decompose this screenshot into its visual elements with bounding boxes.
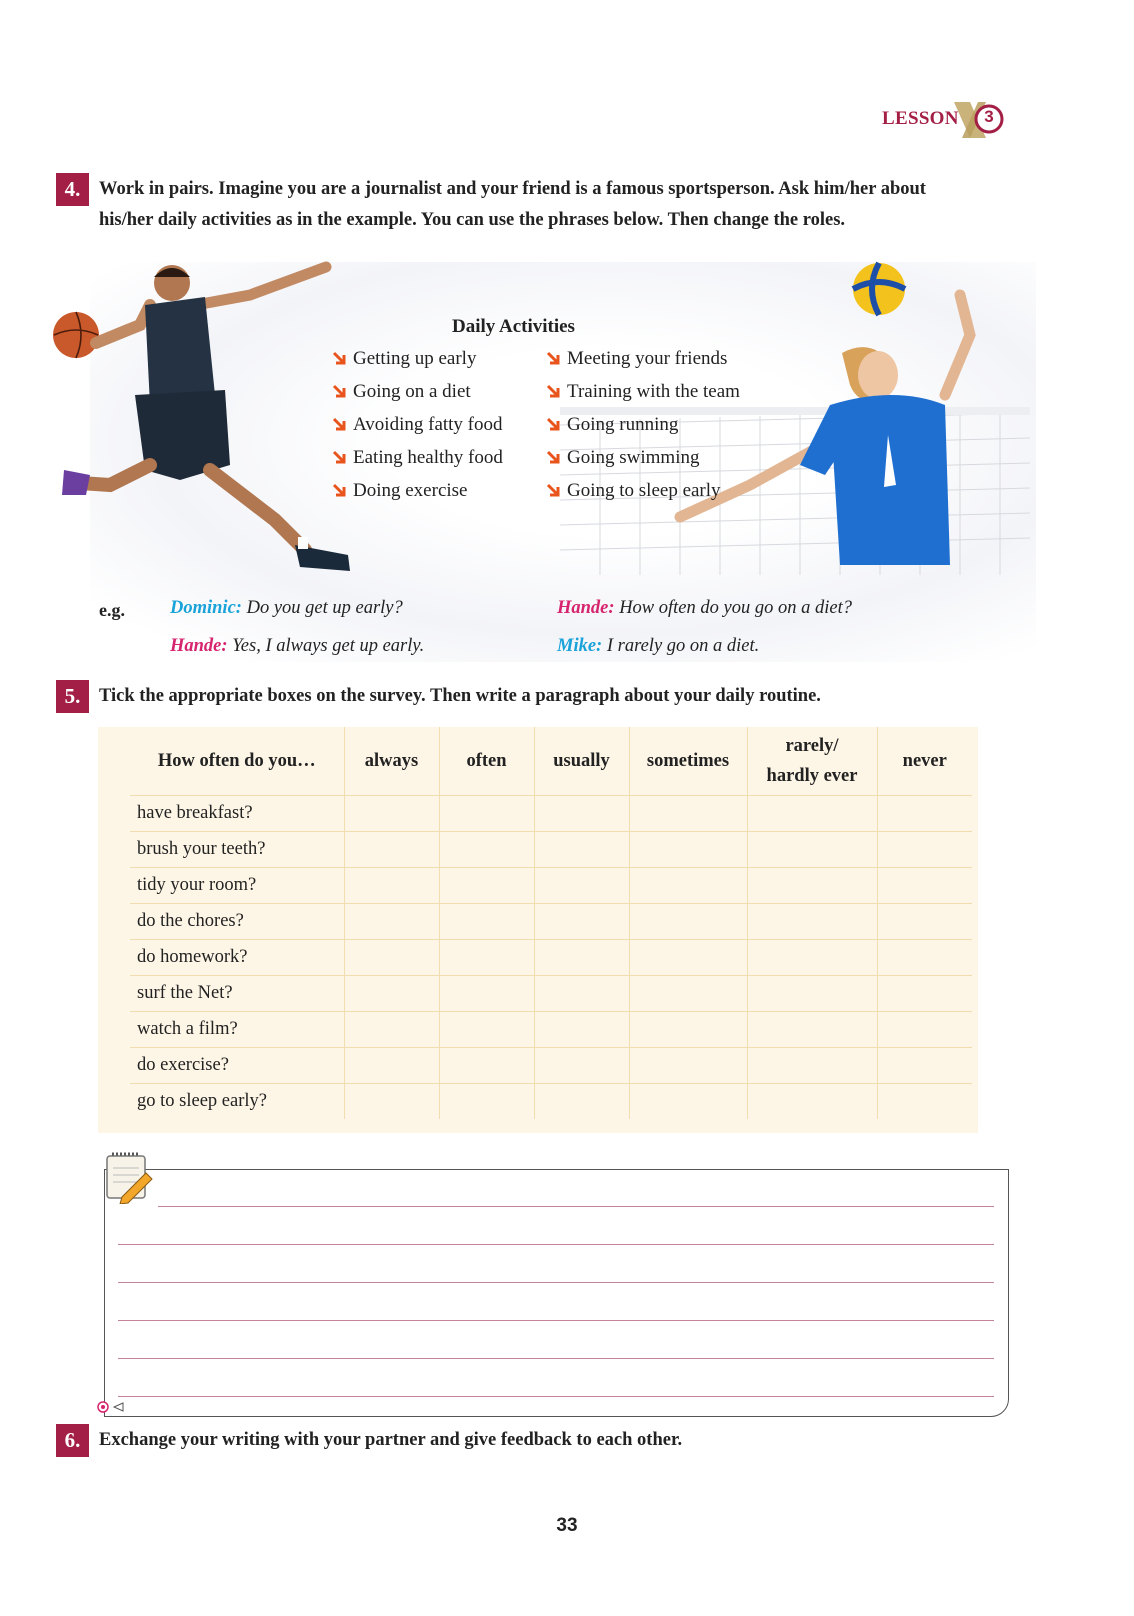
- activity-item: [332, 474, 503, 507]
- tick-box[interactable]: [534, 1048, 629, 1084]
- exercise-6-instruction: Exchange your writing with your partner and give feedback to each other.: [99, 1430, 683, 1450]
- arrow-down-right-icon: [546, 483, 561, 498]
- tick-box[interactable]: [439, 904, 534, 940]
- tick-box[interactable]: [344, 940, 439, 976]
- dialogue-text: I rarely go on a diet.: [606, 636, 760, 656]
- activity-item: [546, 441, 740, 474]
- tick-box[interactable]: [877, 940, 972, 976]
- activity-item: [332, 342, 503, 375]
- tick-box[interactable]: [439, 868, 534, 904]
- tick-box[interactable]: [877, 1084, 972, 1120]
- lesson-number: 3: [984, 107, 994, 126]
- exercise-4-instruction: [99, 174, 999, 236]
- dialogue-line: [557, 598, 852, 619]
- table-row: [130, 940, 972, 976]
- activity-label: Going swimming: [567, 446, 700, 468]
- tick-box[interactable]: [747, 904, 877, 940]
- tick-box[interactable]: [439, 1048, 534, 1084]
- tick-box[interactable]: [629, 940, 747, 976]
- tick-box[interactable]: [747, 940, 877, 976]
- writing-area[interactable]: [104, 1169, 1009, 1417]
- dialogue-text: How often do you go on a diet?: [619, 598, 852, 618]
- example-label: e.g.: [99, 600, 125, 620]
- tick-box[interactable]: [344, 1084, 439, 1120]
- dialogue-line: [170, 636, 424, 657]
- tick-box[interactable]: [344, 904, 439, 940]
- activity-label: Going to sleep early: [567, 479, 721, 501]
- dialogue-text: Yes, I always get up early.: [232, 636, 425, 656]
- survey-question: brush your teeth?: [130, 832, 344, 868]
- tick-box[interactable]: [344, 832, 439, 868]
- tick-box[interactable]: [629, 1012, 747, 1048]
- tick-box[interactable]: [747, 976, 877, 1012]
- dialogue-speaker: Dominic:: [170, 598, 242, 618]
- writing-line[interactable]: [118, 1358, 994, 1359]
- dialogue-line: [170, 598, 403, 619]
- tick-box[interactable]: [629, 796, 747, 832]
- dialogue-speaker: Hande:: [557, 598, 615, 618]
- basketball-player-photo: [50, 255, 360, 590]
- tick-box[interactable]: [877, 868, 972, 904]
- activity-label: Getting up early: [353, 347, 477, 369]
- activity-label: Avoiding fatty food: [353, 413, 503, 435]
- survey-header-always: always: [344, 727, 439, 796]
- survey-header-question: How often do you…: [157, 751, 316, 771]
- tick-box[interactable]: [439, 1012, 534, 1048]
- activity-label: Training with the team: [567, 380, 740, 402]
- survey-header-usually: usually: [534, 727, 629, 796]
- activity-item: [546, 474, 740, 507]
- survey-header-often: often: [439, 727, 534, 796]
- survey-question: do the chores?: [130, 904, 344, 940]
- tick-box[interactable]: [534, 976, 629, 1012]
- survey-header-rarely: [747, 727, 877, 796]
- tick-box[interactable]: [747, 868, 877, 904]
- survey-question: go to sleep early?: [130, 1084, 344, 1120]
- tick-box[interactable]: [877, 976, 972, 1012]
- survey-question: watch a film?: [130, 1012, 344, 1048]
- lesson-label: LESSON: [882, 108, 959, 129]
- tick-box[interactable]: [439, 976, 534, 1012]
- dialogue-text: Do you get up early?: [246, 598, 403, 618]
- tick-box[interactable]: [629, 832, 747, 868]
- survey-question: tidy your room?: [130, 868, 344, 904]
- tick-box[interactable]: [439, 796, 534, 832]
- dialogue-speaker: Mike:: [557, 636, 603, 656]
- dialogue-line: [557, 636, 759, 657]
- table-row: [130, 1048, 972, 1084]
- tick-box[interactable]: [629, 1084, 747, 1120]
- survey-header-never: never: [877, 727, 972, 796]
- table-row: [130, 1012, 972, 1048]
- survey-question: surf the Net?: [130, 976, 344, 1012]
- table-row: [130, 832, 972, 868]
- tick-box[interactable]: [534, 940, 629, 976]
- tick-box[interactable]: [877, 1012, 972, 1048]
- tick-box[interactable]: [439, 940, 534, 976]
- survey-header-rarely-line1: rarely/: [785, 736, 839, 756]
- arrow-down-right-icon: [332, 450, 347, 465]
- activities-left-list: [332, 342, 503, 507]
- writing-line[interactable]: [118, 1396, 994, 1397]
- survey-question: do homework?: [130, 940, 344, 976]
- writing-line[interactable]: [118, 1320, 994, 1321]
- arrow-down-right-icon: [546, 417, 561, 432]
- exercise-5-instruction: Tick the appropriate boxes on the survey. Then write a paragraph about your daily routine.: [99, 686, 821, 706]
- tick-box[interactable]: [344, 796, 439, 832]
- activities-title: Daily Activities: [452, 316, 575, 337]
- table-row: [130, 976, 972, 1012]
- tick-box[interactable]: [747, 832, 877, 868]
- exercise-4-instruction-line1: Work in pairs. Imagine you are a journalist and your friend is a famous sportsperson. Ask him/her about: [99, 179, 926, 199]
- activity-item: [546, 375, 740, 408]
- tick-box[interactable]: [747, 1048, 877, 1084]
- exercise-5-number: 5.: [56, 680, 89, 713]
- activity-label: Going on a diet: [353, 380, 471, 402]
- tick-box[interactable]: [344, 1048, 439, 1084]
- tick-box[interactable]: [534, 1084, 629, 1120]
- dialogue-speaker: Hande:: [170, 636, 228, 656]
- activity-label: Doing exercise: [353, 479, 468, 501]
- survey-header-row: [130, 727, 972, 796]
- exercise-4-instruction-line2: his/her daily activities as in the example. You can use the phrases below. Then change the roles.: [99, 210, 846, 230]
- tick-box[interactable]: [344, 868, 439, 904]
- table-row: [130, 904, 972, 940]
- table-row: [130, 796, 972, 832]
- tick-box[interactable]: [344, 1012, 439, 1048]
- bullet-arrow-icon: [97, 1400, 127, 1414]
- writing-line[interactable]: [158, 1206, 994, 1207]
- tick-box[interactable]: [877, 796, 972, 832]
- tick-box[interactable]: [877, 904, 972, 940]
- tick-box[interactable]: [344, 976, 439, 1012]
- tick-box[interactable]: [534, 796, 629, 832]
- tick-box[interactable]: [629, 868, 747, 904]
- notepad-pencil-icon: [104, 1150, 154, 1204]
- tick-box[interactable]: [534, 832, 629, 868]
- tick-box[interactable]: [534, 868, 629, 904]
- writing-line[interactable]: [118, 1244, 994, 1245]
- writing-line[interactable]: [118, 1282, 994, 1283]
- tick-box[interactable]: [747, 796, 877, 832]
- arrow-down-right-icon: [546, 384, 561, 399]
- exercise-4-number: 4.: [56, 173, 89, 206]
- survey-question: do exercise?: [130, 1048, 344, 1084]
- arrow-down-right-icon: [546, 351, 561, 366]
- activity-label: Meeting your friends: [567, 347, 728, 369]
- tick-box[interactable]: [877, 832, 972, 868]
- activity-label: Going running: [567, 413, 679, 435]
- tick-box[interactable]: [629, 1048, 747, 1084]
- arrow-down-right-icon: [332, 351, 347, 366]
- tick-box[interactable]: [747, 1084, 877, 1120]
- activity-item: [546, 342, 740, 375]
- activity-item: [332, 375, 503, 408]
- tick-box[interactable]: [439, 1084, 534, 1120]
- exercise-6-number: 6.: [56, 1424, 89, 1457]
- arrow-down-right-icon: [546, 450, 561, 465]
- arrow-down-right-icon: [332, 483, 347, 498]
- table-row: [130, 868, 972, 904]
- table-row: [130, 1084, 972, 1120]
- tick-box[interactable]: [534, 904, 629, 940]
- tick-box[interactable]: [439, 832, 534, 868]
- arrow-down-right-icon: [332, 384, 347, 399]
- tick-box[interactable]: [877, 1048, 972, 1084]
- activity-item: [332, 408, 503, 441]
- tick-box[interactable]: [629, 976, 747, 1012]
- survey-table: [130, 727, 972, 1119]
- survey-question: have breakfast?: [130, 796, 344, 832]
- activity-item: [332, 441, 503, 474]
- page-number: 33: [556, 1515, 578, 1536]
- survey-header-rarely-line2: hardly ever: [766, 766, 858, 786]
- activities-right-list: [546, 342, 740, 507]
- tick-box[interactable]: [747, 1012, 877, 1048]
- tick-box[interactable]: [629, 904, 747, 940]
- tick-box[interactable]: [534, 1012, 629, 1048]
- activity-item: [546, 408, 740, 441]
- arrow-down-right-icon: [332, 417, 347, 432]
- activity-label: Eating healthy food: [353, 446, 503, 468]
- survey-header-sometimes: sometimes: [629, 727, 747, 796]
